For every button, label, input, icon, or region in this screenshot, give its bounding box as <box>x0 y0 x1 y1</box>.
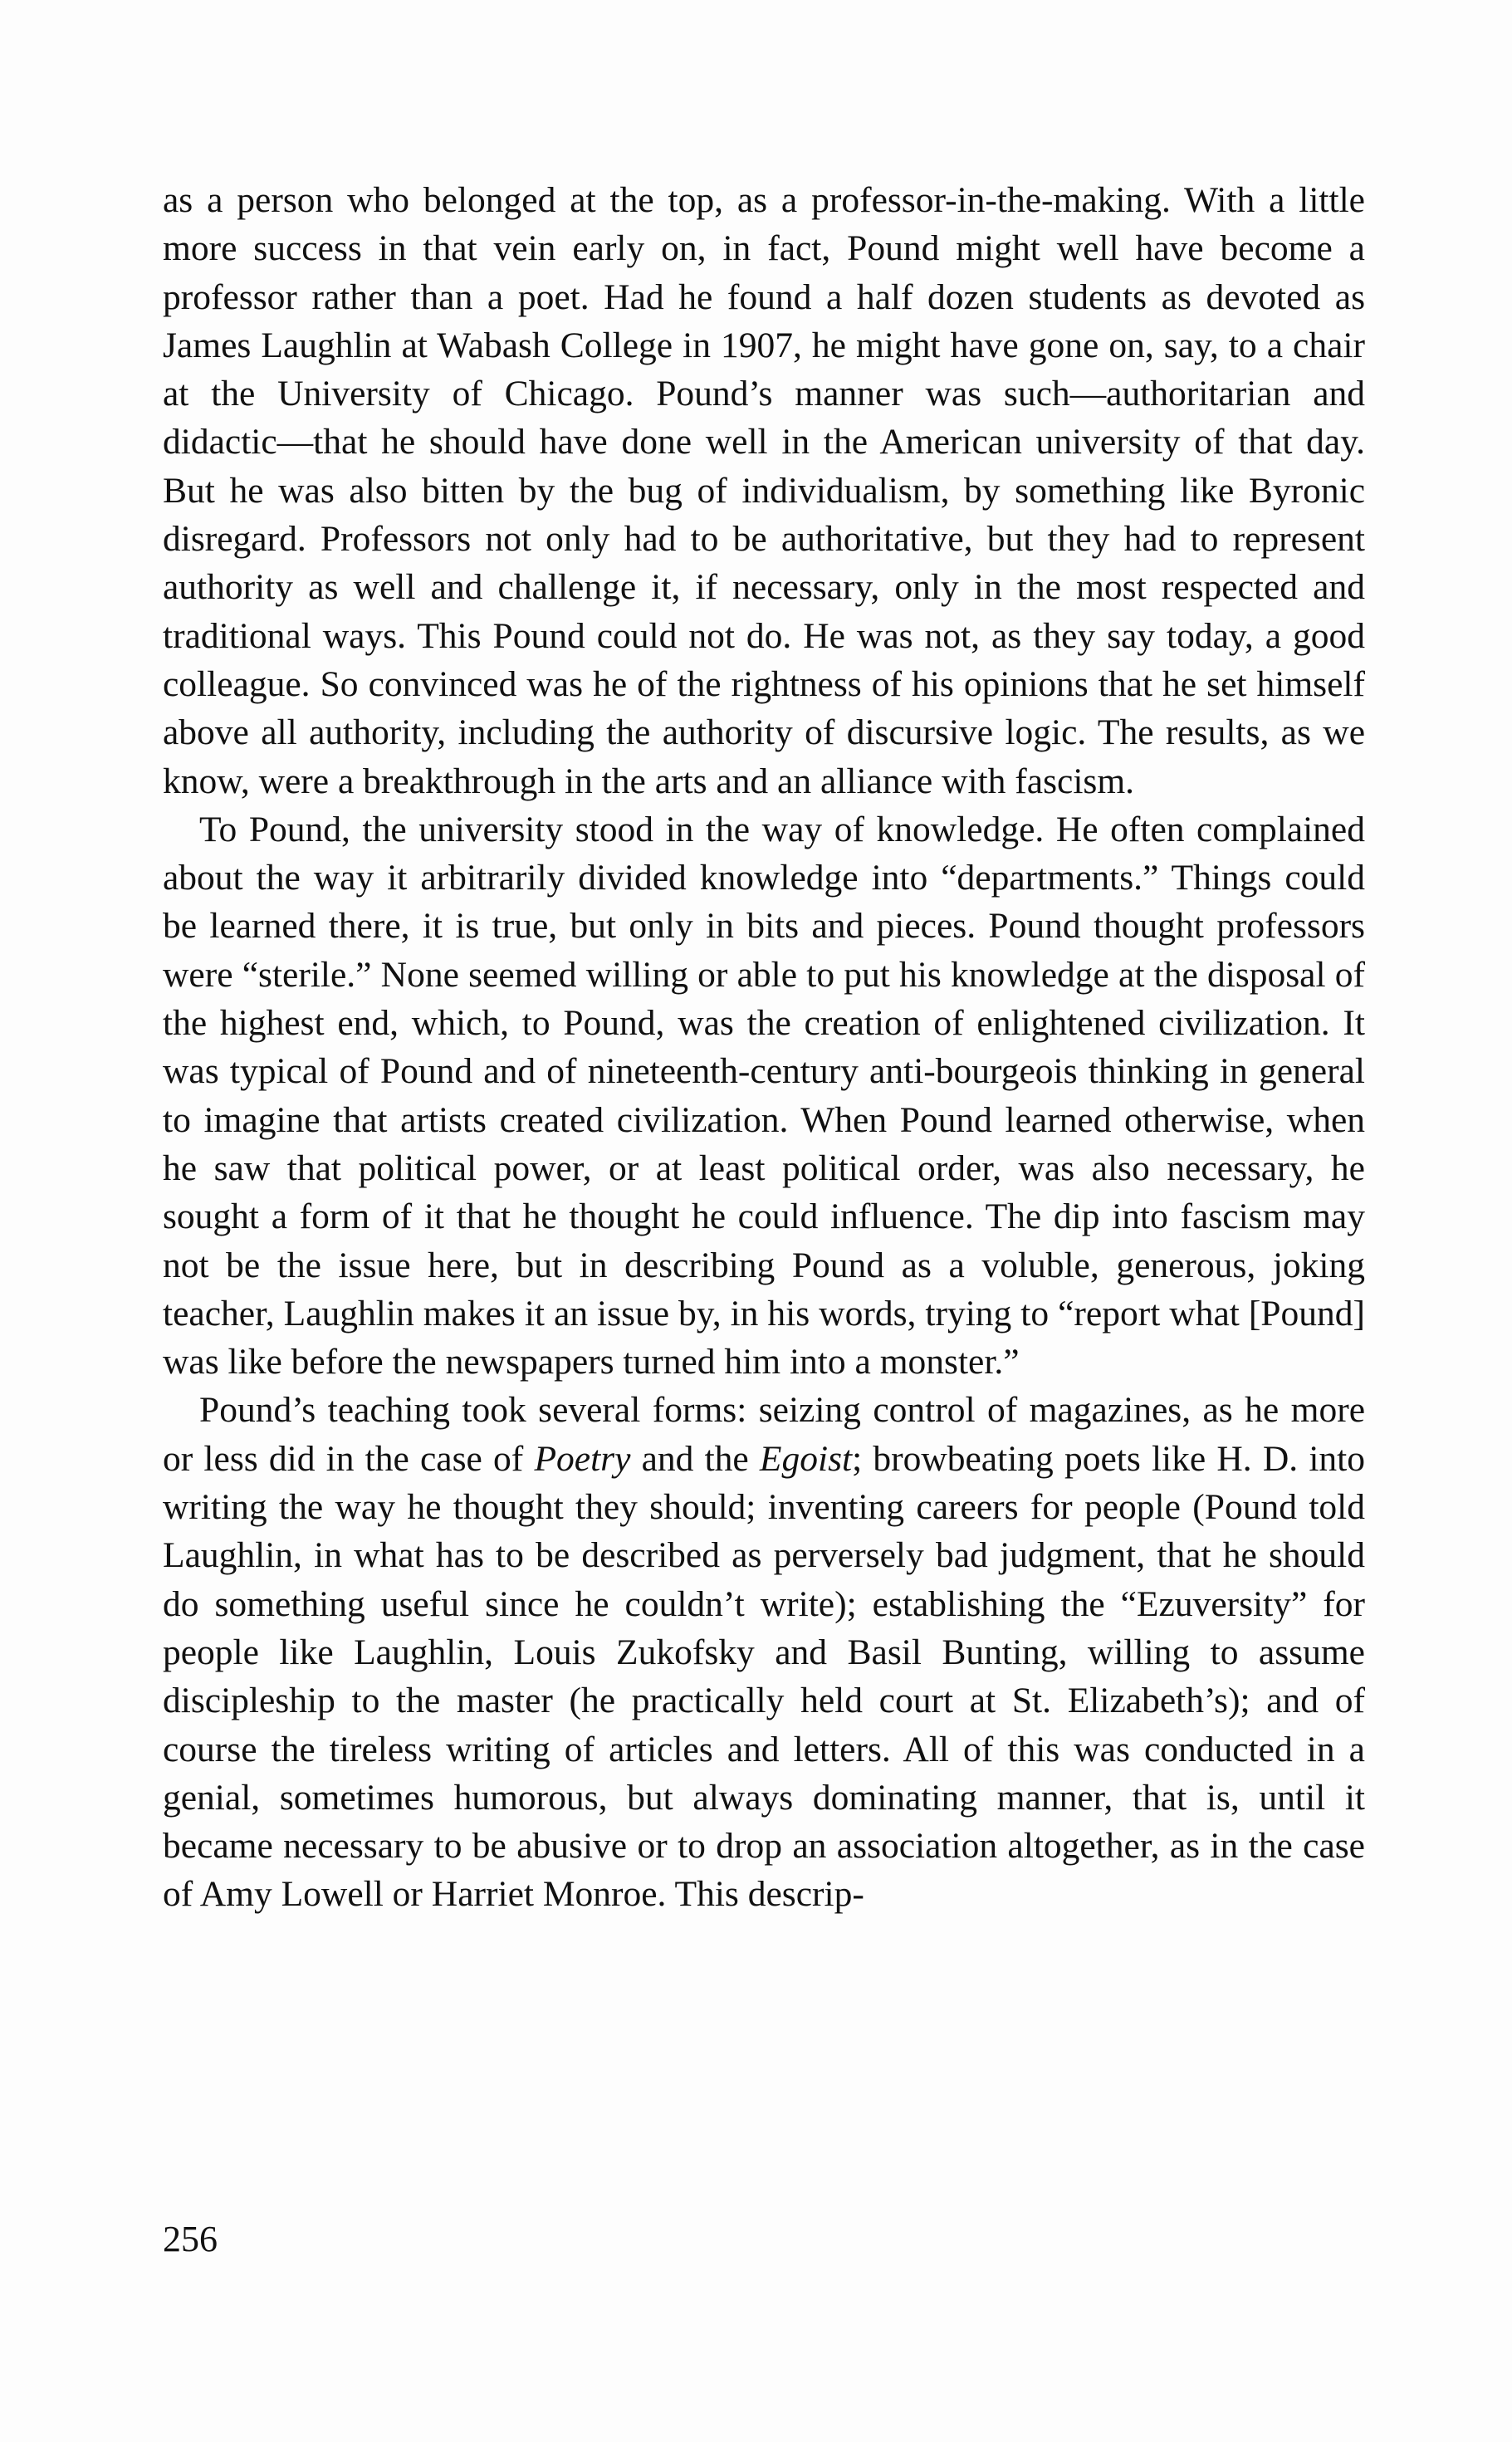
poetry-magazine-title: Poetry <box>534 1438 631 1479</box>
paragraph-3-text-b: and the <box>630 1438 760 1479</box>
paragraph-3 <box>163 1386 1365 1918</box>
paragraph-1 <box>163 176 1365 805</box>
body-text <box>163 176 1365 1919</box>
egoist-magazine-title: Egoist <box>759 1438 853 1479</box>
page-number: 256 <box>163 2219 218 2259</box>
paragraph-2-text: To Pound, the university stood in the way of knowledge. He often complained about the way it arbitrarily divided knowledge into “departments.” Things could be learned there, it is true, but only in bits and pieces. Pound thought professors were “sterile.” None seemed willing or able to put his knowledge at the disposal of the highest end, which, to Pound, was the creation of enlightened civilization. It was typical of Pound and of nineteenth-century anti-bourgeois thinking in general to imagine that artists created civilization. When Pound learned otherwise, when he saw that political power, or at least political order, was also necessary, he sought a form of it that he thought he could influence. The dip into fascism may not be the issue here, but in describing Pound as a voluble, generous, joking teacher, Laughlin makes it an issue by, in his words, trying to “report what [Pound] was like before the newspapers turned him into a monster.” <box>163 809 1365 1382</box>
paragraph-2 <box>163 805 1365 1387</box>
paragraph-3-text-a: Pound’s teaching took several forms: seizing control of magazines, as he more or less did in the case of <box>163 1390 1365 1479</box>
paragraph-3-text-c: ; browbeating poets like H. D. into writing the way he thought they should; inventing careers for people (Pound told Laughlin, in what has to be described as perversely bad judgment, that he should do something useful since he couldn’t write); establishing the “Ezuversity” for people like Laughlin, Louis Zukofsky and Basil Bunting, willing to assume discipleship to the master (he practically held court at St. Elizabeth’s); and of course the tireless writing of articles and letters. All of this was conducted in a genial, sometimes humorous, but always dominating manner, that is, until it became necessary to be abusive or to drop an association altogether, as in the case of Amy Lowell or Harriet Monroe. This descrip- <box>163 1438 1366 1915</box>
paragraph-1-text: as a person who belonged at the top, as a professor-in-the-making. With a little more success in that vein early on, in fact, Pound might well have become a professor rather than a poet. Had he found a half dozen students as devoted as James Laughlin at Wabash College in 1907, he might have gone on, say, to a chair at the University of Chicago. Pound’s manner was such—authoritarian and didactic—that he should have done well in the American university of that day. But he was also bitten by the bug of individualism, by something like Byronic disregard. Professors not only had to be authoritative, but they had to represent authority as well and challenge it, if necessary, only in the most respected and traditional ways. This Pound could not do. He was not, as they say today, a good colleague. So convinced was he of the rightness of his opinions that he set himself above all authority, including the authority of discursive logic. The results, as we know, were a breakthrough in the arts and an alliance with fascism. <box>163 180 1365 801</box>
